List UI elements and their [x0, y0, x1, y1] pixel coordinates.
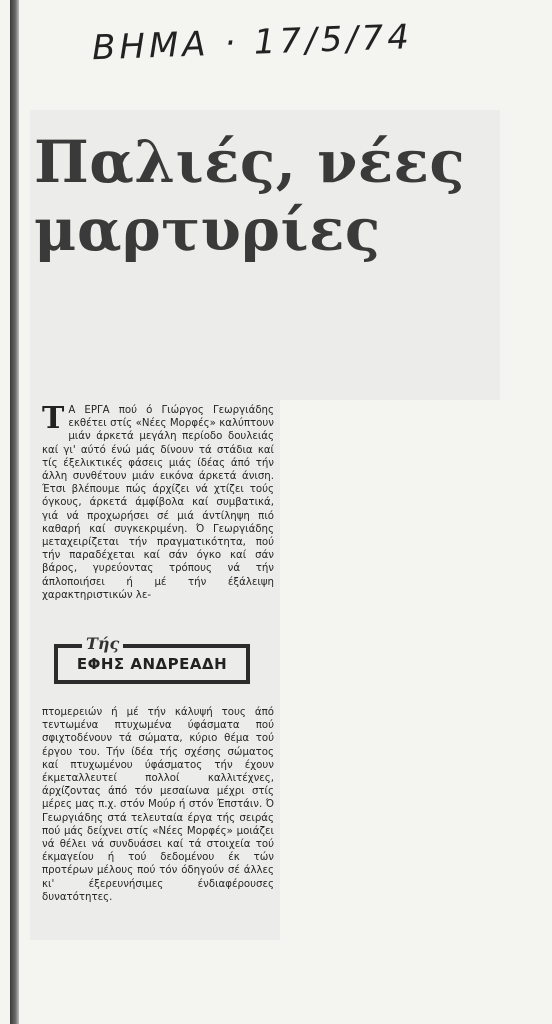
article-text-part-2: πτομερειών ή μέ τήν κάλυψή τους άπό τεντωμένα πτυχωμένα ύφάσματα πού σφιχτοδένουν τά σώματα, κύριο θέμα τού έργου του. Τήν ίδέα τής σχέσης σώματος καί πτυχωμένου ύφάσματος τήν έχουν έκμεταλλευτεί πολλοί καλλιτέχνες, άρχίζοντας άπό τόν μεσαίωνα μέχρι στίς μέρες μας π.χ. στόν Μούρ ή στόν Έπστάιν. Ό Γεωργιάδης στά τελευταία έργα τής σειράς πού μάς δείχνει στίς «Νέες Μορφές» μοιάζει νά θέλει νά συνδυάσει καί τά στοιχεία τού έκμαγείου ή τού δεδομένου έκ τών προτέρων μέλους πού τόν όδηγούν σέ άλλες κι' έξερευνήσιμες ένδιαφέρουσες δυνατότητες. — [42, 707, 274, 903]
headline-line-2: μαρτυρίες — [34, 196, 381, 264]
byline-prefix: Τής — [82, 636, 123, 652]
handwritten-source-note: ΒΗΜΑ · 17/5/74 — [91, 17, 414, 69]
article-body-top — [42, 401, 274, 602]
author-name: ΕΦΗΣ ΑΝΔΡΕΑΔΗ — [76, 655, 228, 673]
article-body-bottom — [42, 706, 274, 904]
author-byline — [54, 636, 254, 692]
drop-cap: Τ — [42, 401, 65, 436]
scan-page-edge — [10, 0, 19, 1024]
headline-line-1: Παλιές, νέες — [34, 128, 466, 196]
article-text-part-1: Α ΕΡΓΑ πού ό Γιώργος Γεωργιάδης εκθέτει στίς «Νέες Μορφές» καλύπτουν μιάν άρκετά μεγάλη περίοδο δουλειάς καί γι' αύτό ένώ μάς δίνουν τά στάδια καί τίς έξελικτικές φάσεις μιάς ίδέας άπό τήν άλλη συνθέτουν μιάν εικόνα άρκετά άνιση. Έτσι βλέπουμε πώς άρχίζει νά χτίζει τούς όγκους, άρκετά άμφίβολα καί συμβατικά, γιά νά προχωρήσει σέ μιά άντίληψη πιό καθαρή καί συγκεκριμένη. Ό Γεωργιάδης μεταχειρίζεται τήν πραγματικότητα, πού τήν παραδέχεται καί σάν όγκο καί σάν βάρος, γυρεύοντας τρόπους νά τήν άπλοποιήσει ή μέ τήν έξάλειψη χαρακτηριστικών λε- — [42, 405, 274, 601]
article-headline — [34, 128, 465, 264]
